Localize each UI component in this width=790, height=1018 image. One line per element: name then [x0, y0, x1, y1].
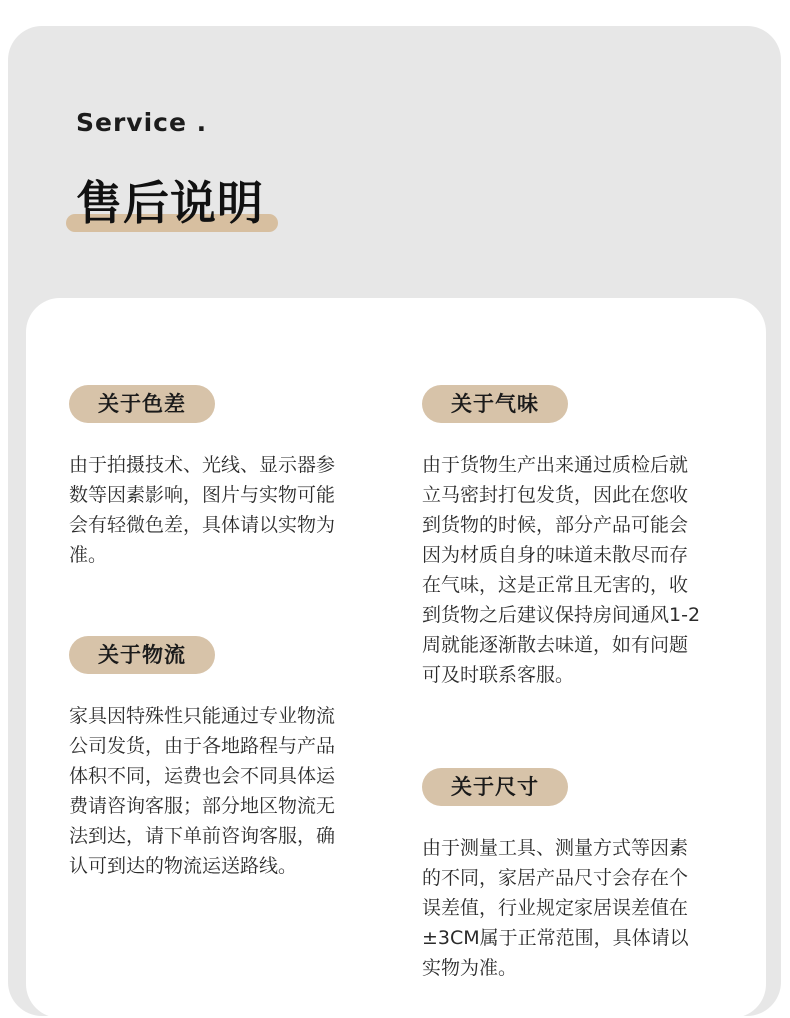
section-logistics: [69, 636, 359, 881]
section-body: 由于测量工具、测量方式等因素的不同，家居产品尺寸会存在个误差值，行业规定家居误差值在±3CM属于正常范围，具体请以实物为准。: [422, 837, 689, 979]
service-eyebrow: Service .: [76, 108, 208, 137]
section-heading-pill: 关于色差: [69, 385, 215, 423]
title-block: [66, 168, 264, 238]
section-odor: [422, 385, 712, 690]
section-body: 家具因特殊性只能通过专业物流公司发货，由于各地路程与产品体积不同，运费也会不同具体运费请咨询客服；部分地区物流无法到达，请下单前咨询客服，确认可到达的物流运送路线。: [69, 705, 336, 877]
content-card: [26, 298, 766, 1018]
section-color-difference: [69, 385, 359, 570]
section-body: 由于拍摄技术、光线、显示器参数等因素影响，图片与实物可能会有轻微色差，具体请以实物为准。: [69, 454, 336, 566]
section-heading-pill: 关于尺寸: [422, 768, 568, 806]
section-heading-pill: 关于气味: [422, 385, 568, 423]
page-title: 售后说明: [76, 176, 264, 230]
section-size: [422, 768, 712, 983]
section-body: 由于货物生产出来通过质检后就立马密封打包发货，因此在您收到货物的时候，部分产品可能会因为材质自身的味道未散尽而存在气味，这是正常且无害的，收到货物之后建议保持房间通风1-2周就能逐渐散去味道，如有问题可及时联系客服。: [422, 454, 701, 686]
section-heading-pill: 关于物流: [69, 636, 215, 674]
